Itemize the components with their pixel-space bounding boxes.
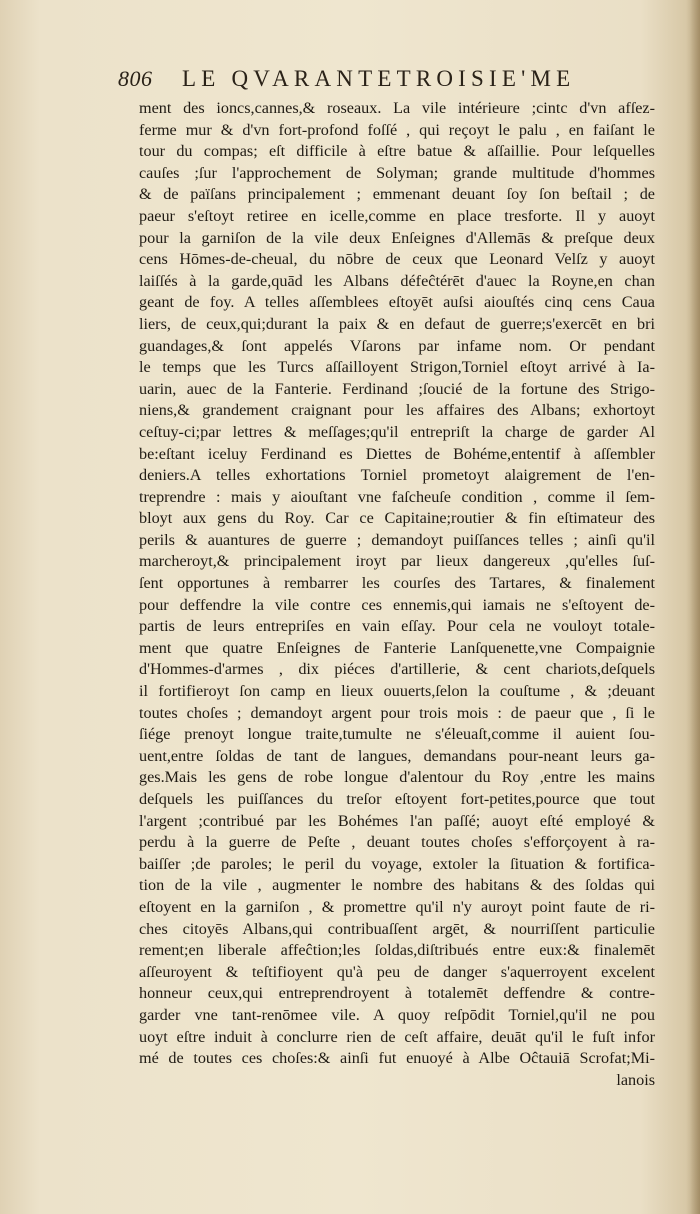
text-line: ches citoyēs Albans,qui contribuaſſent argēt, & nourriſſent particulie xyxy=(139,919,655,938)
text-line: toutes choſes ; demandoyt argent pour trois mois : de paeur que , ſi le xyxy=(139,703,655,722)
text-line: rement;en liberale affeĉtion;les ſoldas,diſtribués entre eux:& finalemēt xyxy=(139,941,655,960)
text-line: uarin, auec de la Fanterie. Ferdinand ;ſoucié de la fortune des Strigo- xyxy=(139,379,655,398)
text-line: bloyt aux gens du Roy. Car ce Capitaine;routier & fin eſtimateur des xyxy=(139,509,655,528)
text-line: guandages,& ſont appelés Vſarons par infame nom. Or pendant xyxy=(139,336,655,355)
text-line: mé de toutes ces choſes:& ainſi fut enuoyé à Albe Oĉtauiā Scrofat;Mi- xyxy=(139,1049,655,1068)
text-line: ceſtuy-ci;par lettres & meſſages;qu'il entrepriſt la charge de garder Al xyxy=(139,422,655,441)
text-line: niens,& grandement craignant pour les affaires des Albans; exhortoyt xyxy=(139,401,655,420)
text-line: marcheroyt,& principalement iroyt par lieux dangereux ,qu'elles ſuſ- xyxy=(139,552,655,571)
text-line: uent,entre ſoldas de tant de langues, demandans pour-neant leurs ga- xyxy=(139,746,655,765)
text-line: pour la garniſon de la vile deux Enſeignes d'Allemās & preſque deux xyxy=(139,228,655,247)
text-line: & de païſans principalement ; emmenant deuant ſoy ſon beſtail ; de xyxy=(139,185,655,204)
page-number: 806 xyxy=(118,66,153,91)
text-line: il fortifieroyt ſon camp en lieux ouuerts,ſelon la couſtume , & ;deuant xyxy=(139,682,655,701)
text-line: baiſſer ;de paroles; le peril du voyage, extoler la ſituation & fortifica- xyxy=(139,854,655,873)
text-line: tour du compas; eſt difficile à eſtre batue & aſſaillie. Pour leſquelles xyxy=(139,142,655,161)
text-line: uoyt eſtre induit à conclurre rien de ceſt affaire, deuāt qu'il le fuſt infor xyxy=(139,1027,655,1046)
text-line: ferme mur & d'vn fort-profond foſſé , qui reçoyt le palu , en faiſant le xyxy=(139,120,655,139)
text-line: le temps que les Turcs aſſailloyent Strigon,Torniel eſtoyt arrivé à Ia- xyxy=(139,358,655,377)
text-line: ſent opportunes à rembarrer les courſes des Tartares, & finalement xyxy=(139,574,655,593)
text-line: ſiége prenoyt longue traite,tumulte ne s'éleuaſt,comme il auient ſou- xyxy=(139,725,655,744)
text-line: partis de leurs entrepriſes en vain eſſay. Pour cela ne vouloyt totale- xyxy=(139,617,655,636)
text-line: liers, de ceux,qui;durant la paix & en defaut de guerre;s'exercēt en bri xyxy=(139,314,655,333)
text-line: eſtoyent en la garniſon , & promettre qu'il n'y auroyt point faute de ri- xyxy=(139,897,655,916)
catchword: lanois xyxy=(616,1070,655,1089)
text-line: cauſes ;ſur l'approchement de Solyman; grande multitude d'hommes xyxy=(139,163,655,182)
text-line: ment des ioncs,cannes,& roseaux. La vile intérieure ;cintc d'vn afſez- xyxy=(139,99,655,117)
text-line: geant de foy. A telles aſſemblees eſtoyēt auſsi aiouſtés cinq cens Caua xyxy=(139,293,655,312)
text-line: be:eſtant iceluy Ferdinand es Diettes de Bohéme,ententif à aſſembler xyxy=(139,444,655,463)
page-header xyxy=(118,66,638,100)
text-line: garder vne tant-renōmee vile. A quoy reſpōdit Torniel,qu'il ne pou xyxy=(139,1005,655,1024)
text-line: l'argent ;contribué par les Bohémes l'an paſſé; auoyt eſté employé & xyxy=(139,811,655,830)
text-line: aſſeuroyent & teſtifioyent qu'à peu de danger s'aquerroyent excelent xyxy=(139,962,655,981)
text-line: ment que quatre Enſeignes de Fanterie Lanſquenette,vne Compaignie xyxy=(139,638,655,657)
text-line: d'Hommes-d'armes , dix piéces d'artillerie, & cent chariots,deſquels xyxy=(139,660,655,679)
text-line: perdu à la guerre de Peſte , deuant toutes choſes s'efforçoyent à ra- xyxy=(139,833,655,852)
text-line: perils & auantures de guerre ; demandoyt puiſſances telles ; ainſi qu'il xyxy=(139,530,655,549)
page-edge-shadow xyxy=(686,0,700,1214)
running-title: LE QVARANTETROISIE'ME xyxy=(182,66,576,91)
text-line: honneur ceux,qui entreprendroyent à totalemēt deffendre & contre- xyxy=(139,984,655,1003)
body-text xyxy=(139,98,655,1091)
text-line: tion de la vile , augmenter le nombre des habitans & des ſoldas qui xyxy=(139,876,655,895)
text-line: ges.Mais les gens de robe longue d'alentour du Roy ,entre les mains xyxy=(139,768,655,787)
text-line: laiſſés à la garde,quād les Albans défeĉtérēt d'auec la Royne,en chan xyxy=(139,271,655,290)
text-line: deſquels les puiſſances du treſor eſtoyent fort-petites,pource que tout xyxy=(139,790,655,808)
text-line: deniers.A telles exhortations Torniel prometoyt alaigrement de l'en- xyxy=(139,466,655,485)
text-line: cens Hōmes-de-cheual, du nōbre de ceux que Leonard Velſz y auoyt xyxy=(139,250,655,269)
text-line: pour deffendre la vile contre ces ennemis,qui iamais ne s'eſtoyent de- xyxy=(139,595,655,614)
text-line: treprendre : mais y aiouſtant vne faſcheuſe condition , comme il ſem- xyxy=(139,487,655,506)
text-line: paeur s'eſtoyt retiree en icelle,comme en place tresforte. Il y auoyt xyxy=(139,206,655,225)
